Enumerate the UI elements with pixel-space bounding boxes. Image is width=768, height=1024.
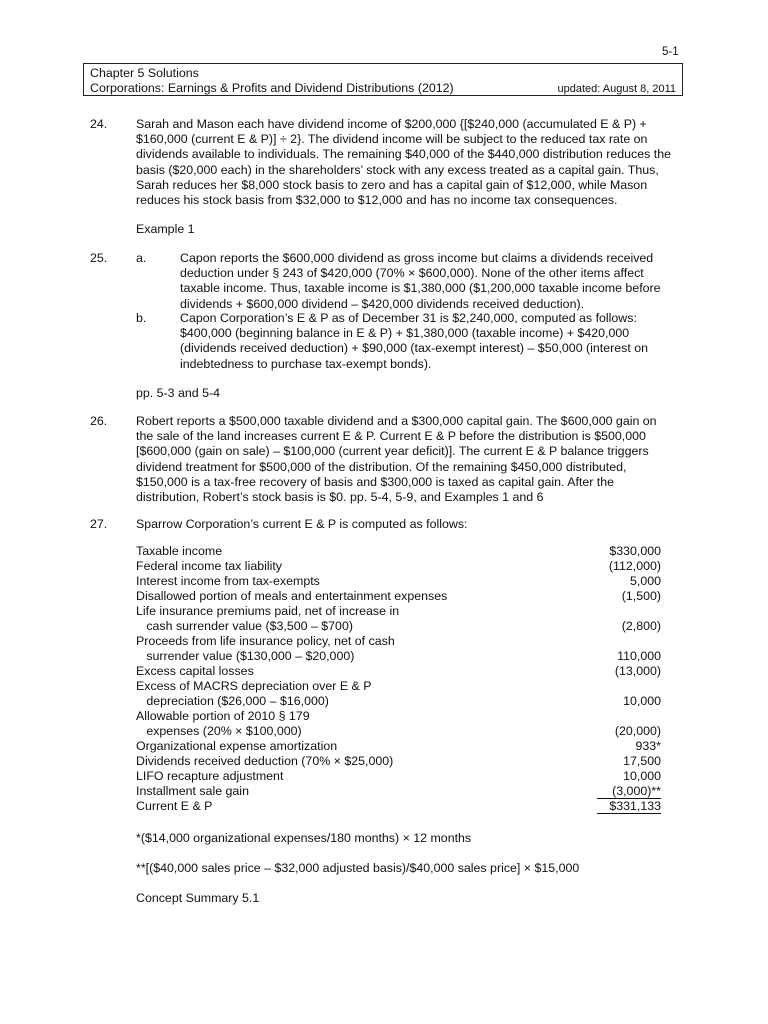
reference: pp. 5-3 and 5-4 xyxy=(136,386,221,400)
ep-computation-table xyxy=(136,544,661,814)
row-label: Proceeds from life insurance policy, net of cash xyxy=(136,634,395,648)
question-number: 24. xyxy=(90,117,108,131)
row-amount: (13,000) xyxy=(614,664,661,678)
row-amount: 110,000 xyxy=(617,649,661,663)
document-title: Corporations: Earnings & Profits and Dividend Distributions (2012) xyxy=(90,81,454,95)
row-amount: (112,000) xyxy=(608,559,661,573)
row-label: expenses (20% × $100,000) xyxy=(136,724,302,738)
row-label: Organizational expense amortization xyxy=(136,739,338,753)
row-amount: (3,000)** xyxy=(597,784,661,799)
text-line: Sarah reduces her $8,000 stock basis to zero and has a capital gain of $12,000, while Mason xyxy=(136,177,648,192)
row-amount: (2,800) xyxy=(621,619,661,633)
table-row xyxy=(136,634,661,649)
table-row xyxy=(136,754,661,769)
table-row xyxy=(136,724,661,739)
part-b-text xyxy=(180,311,680,372)
text-line: $150,000 is a tax-free recovery of basis and $300,000 is taxed as capital gain. After the xyxy=(136,474,615,489)
row-label: Excess of MACRS depreciation over E & P xyxy=(136,679,372,693)
row-amount: (20,000) xyxy=(614,724,661,738)
answer-text xyxy=(136,414,681,505)
row-amount: (1,500) xyxy=(621,589,661,603)
table-row-total xyxy=(136,799,661,814)
text-line: Capon reports the $600,000 dividend as gross income but claims a dividends received xyxy=(180,251,654,265)
table-row xyxy=(136,589,661,604)
text-line: Capon Corporation’s E & P as of December 31 is $2,240,000, computed as follows: xyxy=(180,311,637,325)
row-amount: $330,000 xyxy=(609,544,661,558)
row-amount: 10,000 xyxy=(623,769,661,783)
text-line: dividends available to individuals. The remaining $40,000 of the $440,000 distribution reduces the xyxy=(136,147,671,162)
row-label: surrender value ($130,000 – $20,000) xyxy=(136,649,355,663)
table-row xyxy=(136,544,661,559)
table-row xyxy=(136,619,661,634)
row-amount: 10,000 xyxy=(623,694,661,708)
row-label: Dividends received deduction (70% × $25,000) xyxy=(136,754,394,768)
question-intro: Sparrow Corporation’s current E & P is computed as follows: xyxy=(136,517,468,531)
text-line: indebtedness to purchase tax-exempt bonds). xyxy=(180,356,432,371)
question-number: 27. xyxy=(90,517,108,531)
row-label: LIFO recapture adjustment xyxy=(136,769,284,783)
row-amount: 17,500 xyxy=(623,754,661,768)
text-line: taxable income. Thus, taxable income is $1,380,000 ($1,200,000 taxable income before xyxy=(180,281,661,296)
question-number: 26. xyxy=(90,414,108,428)
text-line: reduces his stock basis from $32,000 to $12,000 and has no income tax consequences. xyxy=(136,193,618,208)
chapter-header xyxy=(83,63,683,96)
part-letter: b. xyxy=(136,311,147,325)
part-a-text xyxy=(180,251,680,312)
question-number: 25. xyxy=(90,251,108,265)
row-label: Allowable portion of 2010 § 179 xyxy=(136,709,310,723)
table-row xyxy=(136,664,661,679)
text-line: the sale of the land increases current E & P. Current E & P before the distribution is $500,000 xyxy=(136,429,646,444)
reference: Concept Summary 5.1 xyxy=(136,891,260,905)
row-label: Federal income tax liability xyxy=(136,559,282,573)
row-label: Current E & P xyxy=(136,799,213,813)
row-label: Interest income from tax-exempts xyxy=(136,574,320,588)
text-line: dividend treatment for $500,000 of the distribution. Of the remaining $450,000 distributed, xyxy=(136,459,627,474)
table-row xyxy=(136,769,661,784)
row-amount: 5,000 xyxy=(629,574,661,588)
row-label: depreciation ($26,000 – $16,000) xyxy=(136,694,329,708)
row-amount-total: $331,133 xyxy=(597,799,661,814)
row-label: Taxable income xyxy=(136,544,223,558)
row-label: Excess capital losses xyxy=(136,664,254,678)
footnote: **[($40,000 sales price – $32,000 adjusted basis)/$40,000 sales price] × $15,000 xyxy=(136,861,580,875)
text-line: deduction under § 243 of $420,000 (70% × $600,000). None of the other items affect xyxy=(180,266,644,281)
text-line: $160,000 (current E & P)] ÷ 2}. The dividend income will be subject to the reduced tax rate on xyxy=(136,132,648,147)
chapter-title: Chapter 5 Solutions xyxy=(90,66,199,80)
row-label: Life insurance premiums paid, net of increase in xyxy=(136,604,400,618)
reference: Example 1 xyxy=(136,222,195,236)
table-row xyxy=(136,784,661,799)
table-row xyxy=(136,649,661,664)
table-row xyxy=(136,559,661,574)
part-letter: a. xyxy=(136,251,147,265)
table-row xyxy=(136,604,661,619)
row-label: Disallowed portion of meals and entertainment expenses xyxy=(136,589,448,603)
text-line: basis ($20,000 each) in the shareholders’ stock with any excess treated as a capital gain. Thus, xyxy=(136,162,659,177)
text-line: distribution, Robert’s stock basis is $0. pp. 5-4, 5-9, and Examples 1 and 6 xyxy=(136,490,544,505)
table-row xyxy=(136,709,661,724)
text-line: Robert reports a $500,000 taxable dividend and a $300,000 capital gain. The $600,000 gain on xyxy=(136,414,657,428)
table-row xyxy=(136,679,661,694)
text-line: (dividends received deduction) + $90,000 (tax-exempt interest) – $50,000 (interest on xyxy=(180,341,649,356)
text-line: dividends + $600,000 dividend – $420,000 dividends received deduction). xyxy=(180,296,585,311)
page-number: 5-1 xyxy=(662,46,679,58)
table-row xyxy=(136,574,661,589)
header-row xyxy=(90,81,676,97)
text-line: Sarah and Mason each have dividend income of $200,000 {[$240,000 (accumulated E & P) + xyxy=(136,117,647,131)
table-row xyxy=(136,739,661,754)
row-amount: 933* xyxy=(635,739,661,753)
row-label: cash surrender value ($3,500 – $700) xyxy=(136,619,353,633)
row-label: Installment sale gain xyxy=(136,784,249,798)
table-row xyxy=(136,694,661,709)
text-line: $400,000 (beginning balance in E & P) + $1,380,000 (taxable income) + $420,000 xyxy=(180,326,630,341)
updated-date: updated: August 8, 2011 xyxy=(557,83,676,95)
text-line: [$600,000 (gain on sale) – $100,000 (current year deficit)]. The current E & P balance triggers xyxy=(136,444,649,459)
answer-text xyxy=(136,117,681,208)
footnote: *($14,000 organizational expenses/180 months) × 12 months xyxy=(136,831,472,845)
